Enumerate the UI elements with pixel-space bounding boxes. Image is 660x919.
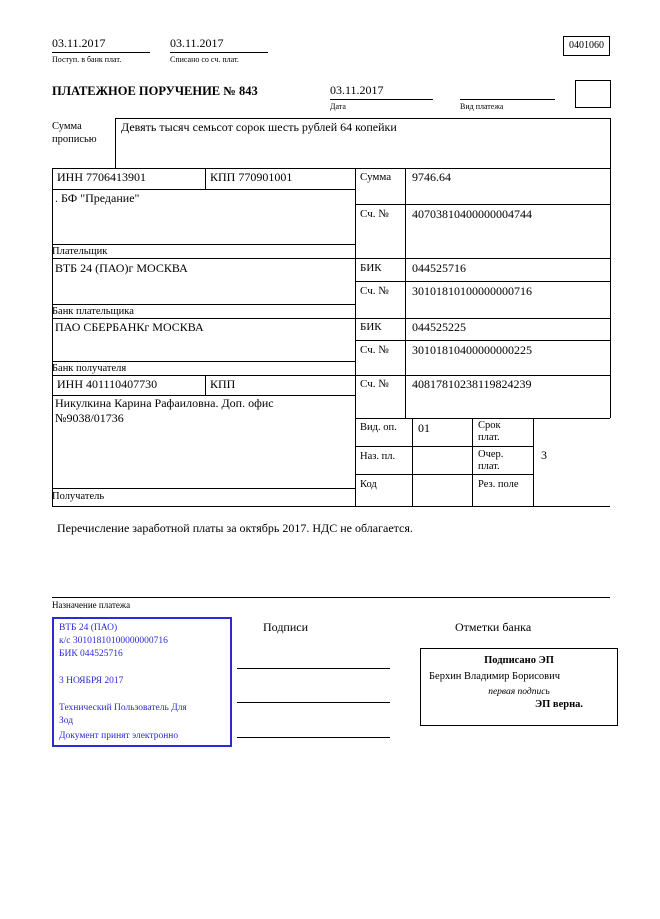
doc-date-label: Дата [330, 102, 346, 111]
payer-bank-caption: Банк плательщика [52, 306, 134, 317]
amount-in-words: Девять тысяч семьсот сорок шесть рублей 64 копейки [121, 120, 397, 134]
rule [472, 418, 473, 506]
payee-name-line2: №9038/01736 [55, 411, 124, 425]
priority-label-line1: Очер. [478, 449, 504, 460]
esign-signer: Берхин Владимир Борисович [429, 671, 560, 682]
payee-name-line1: Никулкина Карина Рафаиловна. Доп. офис [55, 396, 274, 410]
payer-account-label: Сч. № [360, 208, 389, 220]
rule [205, 375, 206, 395]
payment-type-label: Вид платежа [460, 102, 504, 111]
rule [52, 189, 355, 190]
payee-kpp-label: КПП [210, 377, 236, 391]
doc-title: ПЛАТЕЖНОЕ ПОРУЧЕНИЕ № 843 [52, 84, 258, 98]
payee-bank-caption: Банк получателя [52, 363, 127, 374]
payee-bank-account-label: Сч. № [360, 344, 389, 356]
payer-bank-account-label: Сч. № [360, 285, 389, 297]
esign-title: Подписано ЭП [484, 655, 554, 666]
form-code: 0401060 [569, 40, 604, 51]
payment-purpose-caption: Назначение платежа [52, 600, 131, 610]
debited-date-label: Списано со сч. плат. [170, 55, 239, 64]
doc-date-rule [330, 99, 433, 100]
rule [405, 168, 406, 418]
bank-marks-label: Отметки банка [455, 620, 532, 634]
stamp-bank-name: ВТБ 24 (ПАО) [59, 623, 118, 633]
stamp-date: 3 НОЯБРЯ 2017 [59, 676, 124, 686]
signatures-label: Подписи [263, 620, 309, 634]
rule [355, 474, 533, 475]
received-date-rule [52, 52, 150, 53]
priority-label-line2: плат. [478, 461, 500, 472]
rule [52, 168, 53, 506]
form-code-box [563, 36, 610, 56]
amount-words-label-1: Сумма [52, 121, 82, 132]
payee-inn: ИНН 401110407730 [57, 377, 158, 391]
rule [52, 304, 355, 305]
debited-date: 03.11.2017 [170, 36, 224, 50]
reserve-field-label: Рез. поле [478, 479, 519, 490]
stamp-corr-account: к/с 30101810100000000716 [59, 636, 168, 646]
stamp-operator-line2: Зод [59, 716, 74, 726]
rule [52, 375, 610, 376]
purpose-code-label: Наз. пл. [360, 451, 396, 462]
rule [115, 118, 610, 119]
rule [52, 258, 610, 259]
doc-date: 03.11.2017 [330, 83, 384, 97]
stamp-operator-line1: Технический Пользователь Для [59, 703, 187, 713]
op-type-label: Вид. оп. [360, 422, 397, 433]
op-type-value: 01 [418, 421, 430, 435]
rule [355, 418, 610, 419]
rule [52, 168, 610, 169]
payer-name: . БФ "Предание" [55, 191, 140, 205]
rule [355, 340, 610, 341]
payee-bank-name: ПАО СБЕРБАНКг МОСКВА [55, 320, 204, 334]
signature-line [237, 702, 390, 703]
stamp-bik: БИК 044525716 [59, 649, 123, 659]
payment-type-box [575, 80, 611, 108]
signature-stamp-box [420, 648, 618, 726]
rule [355, 168, 356, 506]
payee-bank-bik-label: БИК [360, 321, 382, 333]
bank-stamp-box [52, 617, 232, 747]
payer-account: 40703810400000004744 [412, 207, 532, 221]
received-date-label: Поступ. в банк плат. [52, 55, 122, 64]
rule [355, 281, 610, 282]
payer-caption: Плательщик [52, 246, 108, 257]
rule [205, 168, 206, 189]
payee-caption: Получатель [52, 491, 105, 502]
received-date: 03.11.2017 [52, 36, 106, 50]
rule [52, 506, 610, 507]
rule [52, 488, 355, 489]
payer-bank-bik-label: БИК [360, 262, 382, 274]
debited-date-rule [170, 52, 268, 53]
rule [115, 118, 116, 168]
rule [52, 244, 355, 245]
payee-bank-account: 30101810400000000225 [412, 343, 532, 357]
rule [355, 204, 610, 205]
term-label-line1: Срок [478, 420, 501, 431]
payee-account-label: Сч. № [360, 378, 389, 390]
payer-kpp: КПП 770901001 [210, 170, 293, 184]
payer-bank-account: 30101810100000000716 [412, 284, 532, 298]
stamp-status: Документ принят электронно [59, 731, 179, 741]
rule [355, 446, 533, 447]
amount-words-label-2: прописью [52, 134, 97, 145]
rule [52, 597, 610, 598]
sum-value: 9746.64 [412, 170, 451, 184]
payee-account: 40817810238119824239 [412, 377, 532, 391]
term-label-line2: плат. [478, 432, 500, 443]
esign-validity: ЭП верна. [534, 699, 583, 710]
rule [52, 318, 610, 319]
rule [52, 361, 355, 362]
payee-bank-bik: 044525225 [412, 320, 466, 334]
rule [533, 418, 534, 506]
rule [412, 418, 413, 506]
signature-line [237, 737, 390, 738]
rule [610, 118, 611, 418]
payer-bank-bik: 044525716 [412, 261, 466, 275]
payment-purpose-text: Перечисление заработной платы за октябрь 2017. НДС не облагается. [57, 521, 413, 535]
payer-bank-name: ВТБ 24 (ПАО)г МОСКВА [55, 261, 188, 275]
payer-inn: ИНН 7706413901 [57, 170, 146, 184]
sum-label: Сумма [360, 171, 392, 183]
code-label: Код [360, 479, 377, 490]
esign-role: первая подпись [488, 687, 550, 697]
payment-type-rule [460, 99, 555, 100]
signature-line [237, 668, 390, 669]
priority-value: 3 [541, 448, 547, 462]
